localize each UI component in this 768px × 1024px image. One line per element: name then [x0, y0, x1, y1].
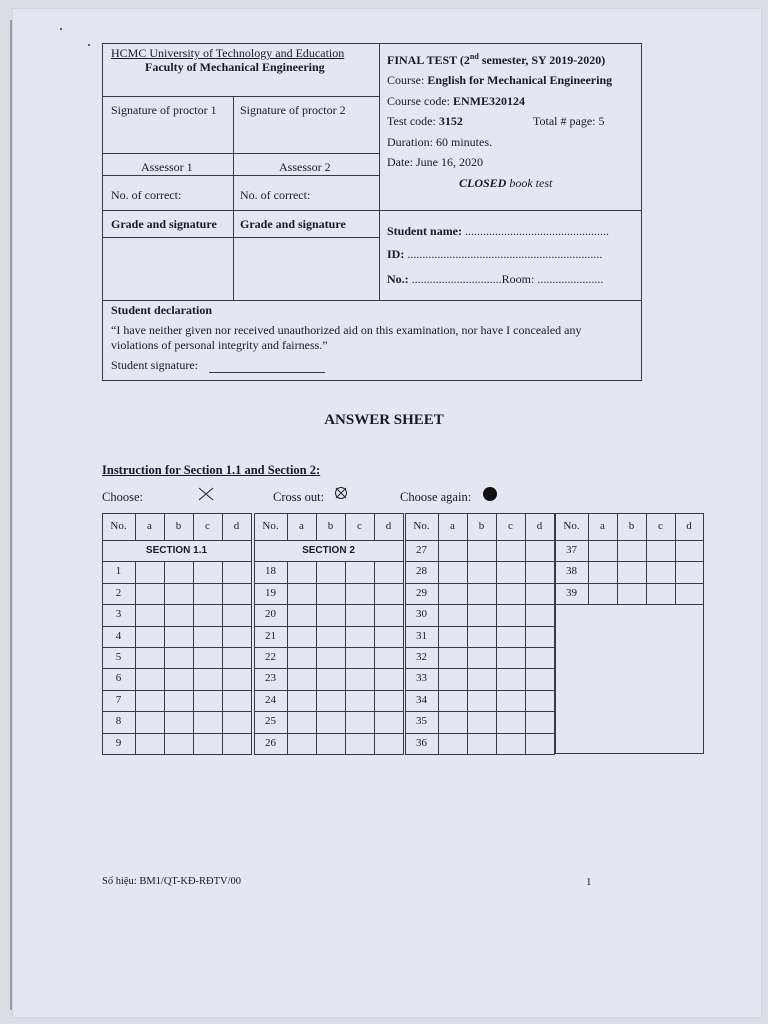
question-number: 4 — [115, 629, 122, 642]
answer-bubble-36-b[interactable] — [467, 733, 497, 755]
answer-bubble-4-c[interactable] — [193, 626, 223, 648]
answer-bubble-22-c[interactable] — [345, 647, 375, 669]
question-number: 8 — [115, 715, 122, 728]
declaration-line1: “I have neither given nor received unauthorized aid on this examination, nor have I concealed any — [111, 323, 582, 337]
answer-bubble-37-b[interactable] — [617, 540, 647, 562]
answer-bubble-5-b[interactable] — [164, 647, 194, 669]
question-number: 3 — [115, 608, 122, 621]
answer-bubble-19-b[interactable] — [316, 583, 346, 605]
grid-header-d: d — [536, 520, 543, 532]
answer-bubble-31-b[interactable] — [467, 626, 497, 648]
grid-header-c: c — [508, 520, 513, 532]
answer-bubble-19-a[interactable] — [287, 583, 317, 605]
answer-bubble-6-b[interactable] — [164, 668, 194, 690]
answer-bubble-24-d[interactable] — [374, 690, 404, 712]
answer-bubble-39-d[interactable] — [675, 583, 704, 605]
question-number: 38 — [566, 565, 577, 578]
answer-bubble-28-c[interactable] — [496, 561, 526, 583]
answer-bubble-32-d[interactable] — [525, 647, 555, 669]
answer-bubble-33-a[interactable] — [438, 668, 468, 690]
grid-header-d: d — [686, 520, 692, 532]
form-code: Số hiệu: BM1/QT-KĐ-RĐTV/00 — [102, 876, 242, 887]
question-number: 28 — [416, 565, 427, 578]
question-number: 39 — [566, 586, 577, 599]
course-line: Course: English for Mechanical Engineering — [387, 73, 613, 87]
answer-bubble-39-c[interactable] — [646, 583, 676, 605]
answer-bubble-39-b[interactable] — [617, 583, 647, 605]
answer-bubble-22-b[interactable] — [316, 647, 346, 669]
student-id-field[interactable]: ID: ................................................................. — [387, 247, 603, 261]
question-number: 29 — [416, 586, 427, 599]
answer-bubble-20-a[interactable] — [287, 604, 317, 626]
answer-bubble-8-c[interactable] — [193, 711, 223, 733]
test-code-line: Test code: 3152 — [387, 114, 463, 128]
grid-header-a: a — [299, 520, 304, 532]
answer-bubble-3-d[interactable] — [222, 604, 252, 626]
answer-bubble-33-c[interactable] — [496, 668, 526, 690]
answer-bubble-23-a[interactable] — [287, 668, 317, 690]
answer-bubble-26-c[interactable] — [345, 733, 375, 755]
question-number: 6 — [115, 672, 122, 685]
grid-header-No: No. — [413, 520, 430, 532]
answer-bubble-33-b[interactable] — [467, 668, 497, 690]
test-title: FINAL TEST (2nd semester, SY 2019-2020) — [387, 52, 606, 67]
question-number: 36 — [416, 736, 427, 749]
answer-bubble-23-b[interactable] — [316, 668, 346, 690]
grid-header-a: a — [147, 520, 152, 532]
answer-bubble-6-c[interactable] — [193, 668, 223, 690]
answer-bubble-29-c[interactable] — [496, 583, 526, 605]
assessor2-label: Assessor 2 — [279, 160, 331, 174]
question-number: 5 — [115, 651, 122, 663]
student-signature-label: Student signature: — [111, 358, 198, 372]
answer-bubble-20-b[interactable] — [316, 604, 346, 626]
answer-bubble-24-a[interactable] — [287, 690, 317, 712]
answer-bubble-28-b[interactable] — [467, 561, 497, 583]
answer-bubble-21-a[interactable] — [287, 626, 317, 648]
answer-bubble-25-c[interactable] — [345, 711, 375, 733]
question-number: 26 — [265, 736, 276, 749]
correct2-label: No. of correct: — [240, 188, 311, 202]
question-number: 21 — [265, 629, 276, 642]
answer-bubble-33-d[interactable] — [525, 668, 555, 690]
grid-empty-area — [555, 604, 704, 754]
question-number: 27 — [416, 544, 427, 556]
question-number: 30 — [416, 608, 427, 621]
question-number: 20 — [265, 608, 276, 621]
question-number: 9 — [115, 736, 122, 749]
answer-bubble-21-c[interactable] — [345, 626, 375, 648]
answer-bubble-18-b[interactable] — [316, 561, 346, 583]
question-number: 18 — [265, 565, 276, 578]
duration: Duration: 60 minutes. — [387, 135, 492, 149]
grid-header-d: d — [233, 520, 240, 532]
section1-banner-text: SECTION 1.1 — [145, 545, 208, 556]
exam-header-box — [102, 43, 642, 381]
answer-bubble-19-c[interactable] — [345, 583, 375, 605]
answer-bubble-27-b[interactable] — [467, 540, 497, 562]
answer-bubble-32-c[interactable] — [496, 647, 526, 669]
answer-bubble-29-b[interactable] — [467, 583, 497, 605]
declaration-heading: Student declaration — [111, 303, 213, 317]
answer-bubble-8-a[interactable] — [135, 711, 165, 733]
answer-bubble-27-c[interactable] — [496, 540, 526, 562]
answer-bubble-38-b[interactable] — [617, 561, 647, 583]
answer-bubble-6-a[interactable] — [135, 668, 165, 690]
answer-bubble-5-d[interactable] — [222, 647, 252, 669]
answer-sheet-title: ANSWER SHEET — [324, 412, 444, 428]
closed-book-note: CLOSED book test — [459, 176, 553, 190]
course-code-line: Course code: ENME320124 — [387, 94, 525, 108]
question-number: 37 — [566, 544, 577, 556]
answer-bubble-21-b[interactable] — [316, 626, 346, 648]
answer-bubble-34-a[interactable] — [438, 690, 468, 712]
page-number: 1 — [586, 876, 592, 888]
question-number: 24 — [265, 693, 276, 706]
answer-bubble-4-b[interactable] — [164, 626, 194, 648]
answer-bubble-20-c[interactable] — [345, 604, 375, 626]
cross-out-label: Cross out: — [273, 490, 325, 504]
answer-bubble-25-d[interactable] — [374, 711, 404, 733]
crossed-circle-icon — [334, 486, 348, 500]
question-number: 31 — [416, 629, 427, 642]
choose-again-label: Choose again: — [400, 490, 472, 504]
answer-bubble-30-d[interactable] — [525, 604, 555, 626]
signature-line[interactable] — [209, 372, 325, 373]
answer-bubble-24-c[interactable] — [345, 690, 375, 712]
answer-bubble-23-c[interactable] — [345, 668, 375, 690]
correct1-label: No. of correct: — [111, 188, 182, 202]
scan-speck — [88, 44, 90, 46]
answer-bubble-9-d[interactable] — [222, 733, 252, 755]
answer-bubble-25-b[interactable] — [316, 711, 346, 733]
proctor2-label: Signature of proctor 2 — [240, 103, 346, 117]
scan-speck — [60, 28, 62, 30]
proctor1-label: Signature of proctor 1 — [111, 103, 217, 117]
answer-bubble-32-a[interactable] — [438, 647, 468, 669]
answer-bubble-2-b[interactable] — [164, 583, 194, 605]
grade1-label: Grade and signature — [111, 217, 217, 231]
grid-header-c: c — [357, 520, 362, 532]
answer-bubble-27-d[interactable] — [525, 540, 555, 562]
answer-bubble-3-b[interactable] — [164, 604, 194, 626]
answer-bubble-37-d[interactable] — [675, 540, 704, 562]
grid-header-a: a — [600, 520, 605, 532]
answer-bubble-21-d[interactable] — [374, 626, 404, 648]
answer-bubble-35-b[interactable] — [467, 711, 497, 733]
answer-bubble-25-a[interactable] — [287, 711, 317, 733]
answer-bubble-34-c[interactable] — [496, 690, 526, 712]
answer-bubble-22-d[interactable] — [374, 647, 404, 669]
answer-bubble-29-d[interactable] — [525, 583, 555, 605]
answer-bubble-38-d[interactable] — [675, 561, 704, 583]
answer-bubble-18-a[interactable] — [287, 561, 317, 583]
grid-header-b: b — [327, 520, 334, 532]
grid-header-No: No. — [563, 520, 580, 532]
answer-bubble-35-a[interactable] — [438, 711, 468, 733]
student-name-field[interactable]: Student name: ................................................ — [387, 224, 610, 238]
answer-bubble-26-d[interactable] — [374, 733, 404, 755]
question-number: 32 — [416, 651, 427, 663]
answer-bubble-30-b[interactable] — [467, 604, 497, 626]
answer-bubble-7-a[interactable] — [135, 690, 165, 712]
answer-bubble-36-c[interactable] — [496, 733, 526, 755]
question-number: 35 — [416, 715, 427, 728]
filled-circle-icon — [482, 486, 498, 502]
cross-mark-icon — [198, 487, 214, 501]
answer-bubble-4-a[interactable] — [135, 626, 165, 648]
answer-bubble-34-d[interactable] — [525, 690, 555, 712]
answer-bubble-19-d[interactable] — [374, 583, 404, 605]
answer-bubble-20-d[interactable] — [374, 604, 404, 626]
question-number: 23 — [265, 672, 276, 685]
answer-bubble-18-d[interactable] — [374, 561, 404, 583]
answer-bubble-7-d[interactable] — [222, 690, 252, 712]
answer-grid — [102, 513, 703, 754]
question-number: 19 — [265, 586, 276, 599]
exam-date: Date: June 16, 2020 — [387, 155, 483, 169]
grid-header-No: No. — [262, 520, 279, 532]
answer-bubble-8-d[interactable] — [222, 711, 252, 733]
answer-bubble-7-c[interactable] — [193, 690, 223, 712]
choose-label: Choose: — [102, 490, 143, 504]
answer-bubble-2-d[interactable] — [222, 583, 252, 605]
assessor1-label: Assessor 1 — [141, 160, 193, 174]
section2-banner-text: SECTION 2 — [302, 545, 355, 556]
answer-bubble-37-c[interactable] — [646, 540, 676, 562]
answer-bubble-27-a[interactable] — [438, 540, 468, 562]
answer-bubble-35-c[interactable] — [496, 711, 526, 733]
answer-bubble-31-a[interactable] — [438, 626, 468, 648]
grid-header-b: b — [628, 520, 635, 532]
grid-header-c: c — [205, 520, 210, 532]
question-number: 1 — [115, 565, 122, 578]
answer-bubble-9-a[interactable] — [135, 733, 165, 755]
answer-bubble-3-a[interactable] — [135, 604, 165, 626]
answer-bubble-35-d[interactable] — [525, 711, 555, 733]
paper-edge — [10, 20, 12, 1010]
answer-bubble-9-c[interactable] — [193, 733, 223, 755]
answer-bubble-1-b[interactable] — [164, 561, 194, 583]
answer-bubble-36-a[interactable] — [438, 733, 468, 755]
answer-bubble-1-d[interactable] — [222, 561, 252, 583]
grid-header-d: d — [385, 520, 392, 532]
answer-bubble-7-b[interactable] — [164, 690, 194, 712]
question-number: 22 — [265, 651, 276, 663]
answer-bubble-1-a[interactable] — [135, 561, 165, 583]
total-pages: Total # page: 5 — [533, 114, 605, 128]
answer-bubble-22-a[interactable] — [287, 647, 317, 669]
answer-bubble-38-a[interactable] — [588, 561, 618, 583]
grid-header-a: a — [450, 520, 455, 532]
answer-bubble-5-c[interactable] — [193, 647, 223, 669]
answer-bubble-30-c[interactable] — [496, 604, 526, 626]
answer-bubble-32-b[interactable] — [467, 647, 497, 669]
answer-bubble-28-a[interactable] — [438, 561, 468, 583]
declaration-line2: violations of personal integrity and fairness.” — [111, 338, 328, 352]
answer-bubble-1-c[interactable] — [193, 561, 223, 583]
answer-bubble-23-d[interactable] — [374, 668, 404, 690]
grade2-label: Grade and signature — [240, 217, 346, 231]
answer-bubble-31-d[interactable] — [525, 626, 555, 648]
answer-bubble-8-b[interactable] — [164, 711, 194, 733]
student-no-room-field[interactable]: No.: ..............................Room: ...................... — [387, 272, 604, 286]
answer-bubble-3-c[interactable] — [193, 604, 223, 626]
question-number: 7 — [115, 693, 122, 706]
answer-bubble-24-b[interactable] — [316, 690, 346, 712]
faculty-name: Faculty of Mechanical Engineering — [145, 60, 325, 74]
answer-bubble-26-b[interactable] — [316, 733, 346, 755]
answer-bubble-6-d[interactable] — [222, 668, 252, 690]
grid-header-b: b — [478, 520, 485, 532]
answer-bubble-30-a[interactable] — [438, 604, 468, 626]
question-number: 25 — [265, 715, 276, 728]
answer-bubble-31-c[interactable] — [496, 626, 526, 648]
answer-bubble-2-c[interactable] — [193, 583, 223, 605]
answer-bubble-2-a[interactable] — [135, 583, 165, 605]
answer-bubble-29-a[interactable] — [438, 583, 468, 605]
answer-bubble-9-b[interactable] — [164, 733, 194, 755]
grid-header-b: b — [175, 520, 182, 532]
answer-bubble-26-a[interactable] — [287, 733, 317, 755]
answer-bubble-4-d[interactable] — [222, 626, 252, 648]
instruction-heading: Instruction for Section 1.1 and Section 2: — [102, 463, 321, 477]
grid-header-No: No. — [110, 520, 127, 532]
grid-header-c: c — [658, 520, 663, 532]
university-name: HCMC University of Technology and Education — [111, 46, 345, 60]
question-number: 2 — [115, 586, 122, 599]
answer-bubble-28-d[interactable] — [525, 561, 555, 583]
answer-bubble-5-a[interactable] — [135, 647, 165, 669]
answer-bubble-37-a[interactable] — [588, 540, 618, 562]
answer-bubble-38-c[interactable] — [646, 561, 676, 583]
answer-bubble-36-d[interactable] — [525, 733, 555, 755]
question-number: 34 — [416, 693, 427, 706]
answer-bubble-18-c[interactable] — [345, 561, 375, 583]
answer-bubble-39-a[interactable] — [588, 583, 618, 605]
answer-bubble-34-b[interactable] — [467, 690, 497, 712]
question-number: 33 — [416, 672, 427, 685]
